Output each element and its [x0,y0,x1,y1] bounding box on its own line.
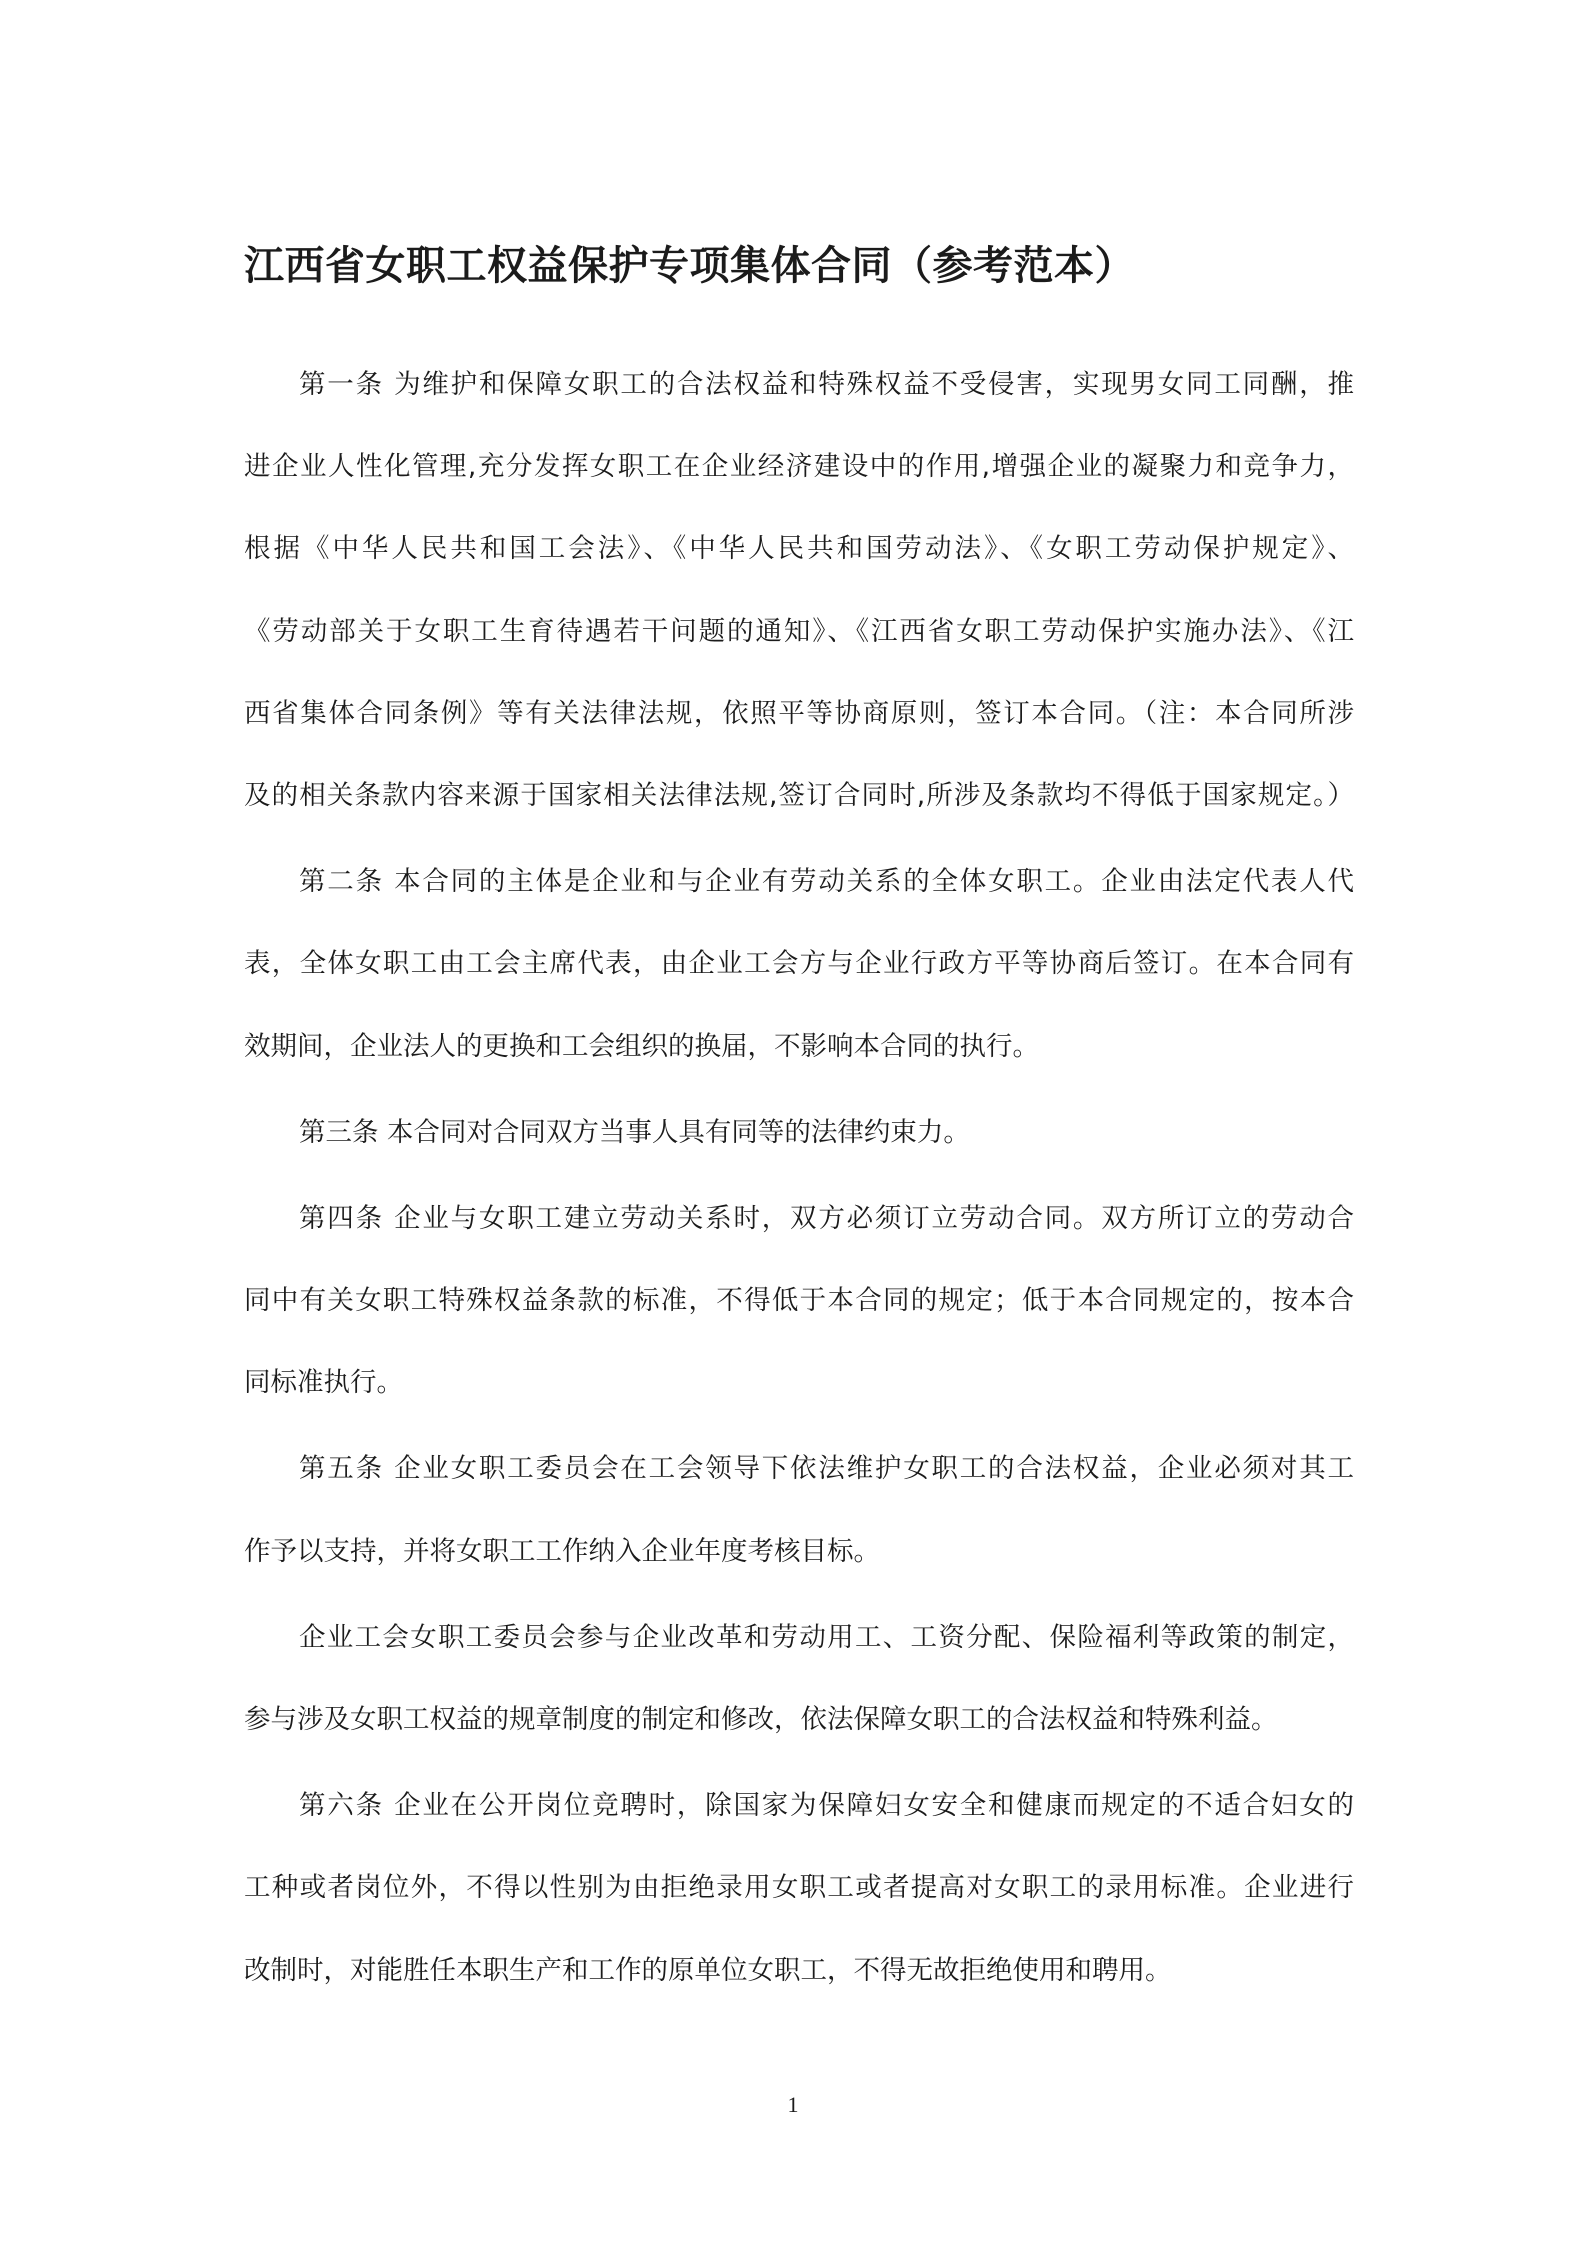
article-6 [244,1765,1354,2012]
paragraph-line: 第三条 本合同对合同双方当事人具有同等的法律约束力。 [299,1116,970,1148]
paragraph-line: 同中有关女职工特殊权益条款的标准，不得低于本合同的规定；低于本合同规定的，按本合 [244,1285,1354,1317]
paragraph-line: 西省集体合同条例》等有关法律法规，依照平等协商原则，签订本合同。（注：本合同所涉 [244,697,1354,729]
paragraph-line: 企业工会女职工委员会参与企业改革和劳动用工、工资分配、保险福利等政策的制定， [299,1621,1354,1653]
paragraph-line: 第五条 企业女职工委员会在工会领导下依法维护女职工的合法权益，企业必须对其工 [299,1453,1354,1485]
paragraph-line: 改制时，对能胜任本职生产和工作的原单位女职工，不得无故拒绝使用和聘用。 [244,1954,1172,1986]
paragraph-line: 参与涉及女职工权益的规章制度的制定和修改，依法保障女职工的合法权益和特殊利益。 [244,1704,1278,1735]
document-body [244,344,1354,2012]
paragraph-line: 进企业人性化管理,充分发挥女职工在企业经济建设中的作用,增强企业的凝聚力和竞争力， [244,451,1354,483]
paragraph-line: 第二条 本合同的主体是企业和与企业有劳动关系的全体女职工。企业由法定代表人代 [299,866,1354,898]
paragraph-line: 根据《中华人民共和国工会法》、《中华人民共和国劳动法》、《女职工劳动保护规定》、 [244,533,1354,565]
article-1 [244,344,1354,837]
article-4 [244,1178,1354,1425]
paragraph-line: 效期间，企业法人的更换和工会组织的换届，不影响本合同的执行。 [244,1030,1039,1062]
article-3 [244,1092,1354,1174]
paragraph-line: 《劳动部关于女职工生育待遇若干问题的通知》、《江西省女职工劳动保护实施办法》、《江 [244,615,1354,647]
paragraph-line: 及的相关条款内容来源于国家相关法律法规,签订合同时,所涉及条款均不得低于国家规定。） [244,779,1354,811]
article-5 [244,1428,1354,1592]
paragraph-line: 作予以支持，并将女职工工作纳入企业年度考核目标。 [244,1535,880,1567]
article-2 [244,841,1354,1088]
document-title: 江西省女职工权益保护专项集体合同（参考范本） [244,243,1135,289]
paragraph-line: 第四条 企业与女职工建立劳动关系时，双方必须订立劳动合同。双方所订立的劳动合 [299,1202,1354,1234]
page-number: 1 [787,2092,799,2117]
paragraph-line: 第一条 为维护和保障女职工的合法权益和特殊权益不受侵害，实现男女同工同酬，推 [299,369,1354,400]
paragraph-line: 表，全体女职工由工会主席代表，由企业工会方与企业行政方平等协商后签订。在本合同有 [244,948,1354,980]
article-5-paragraph-2 [244,1597,1354,1761]
paragraph-line: 同标准执行。 [244,1367,403,1399]
paragraph-line: 第六条 企业在公开岗位竞聘时，除国家为保障妇女安全和健康而规定的不适合妇女的 [299,1790,1354,1822]
paragraph-line: 工种或者岗位外，不得以性别为由拒绝录用女职工或者提高对女职工的录用标准。企业进行 [244,1872,1354,1904]
